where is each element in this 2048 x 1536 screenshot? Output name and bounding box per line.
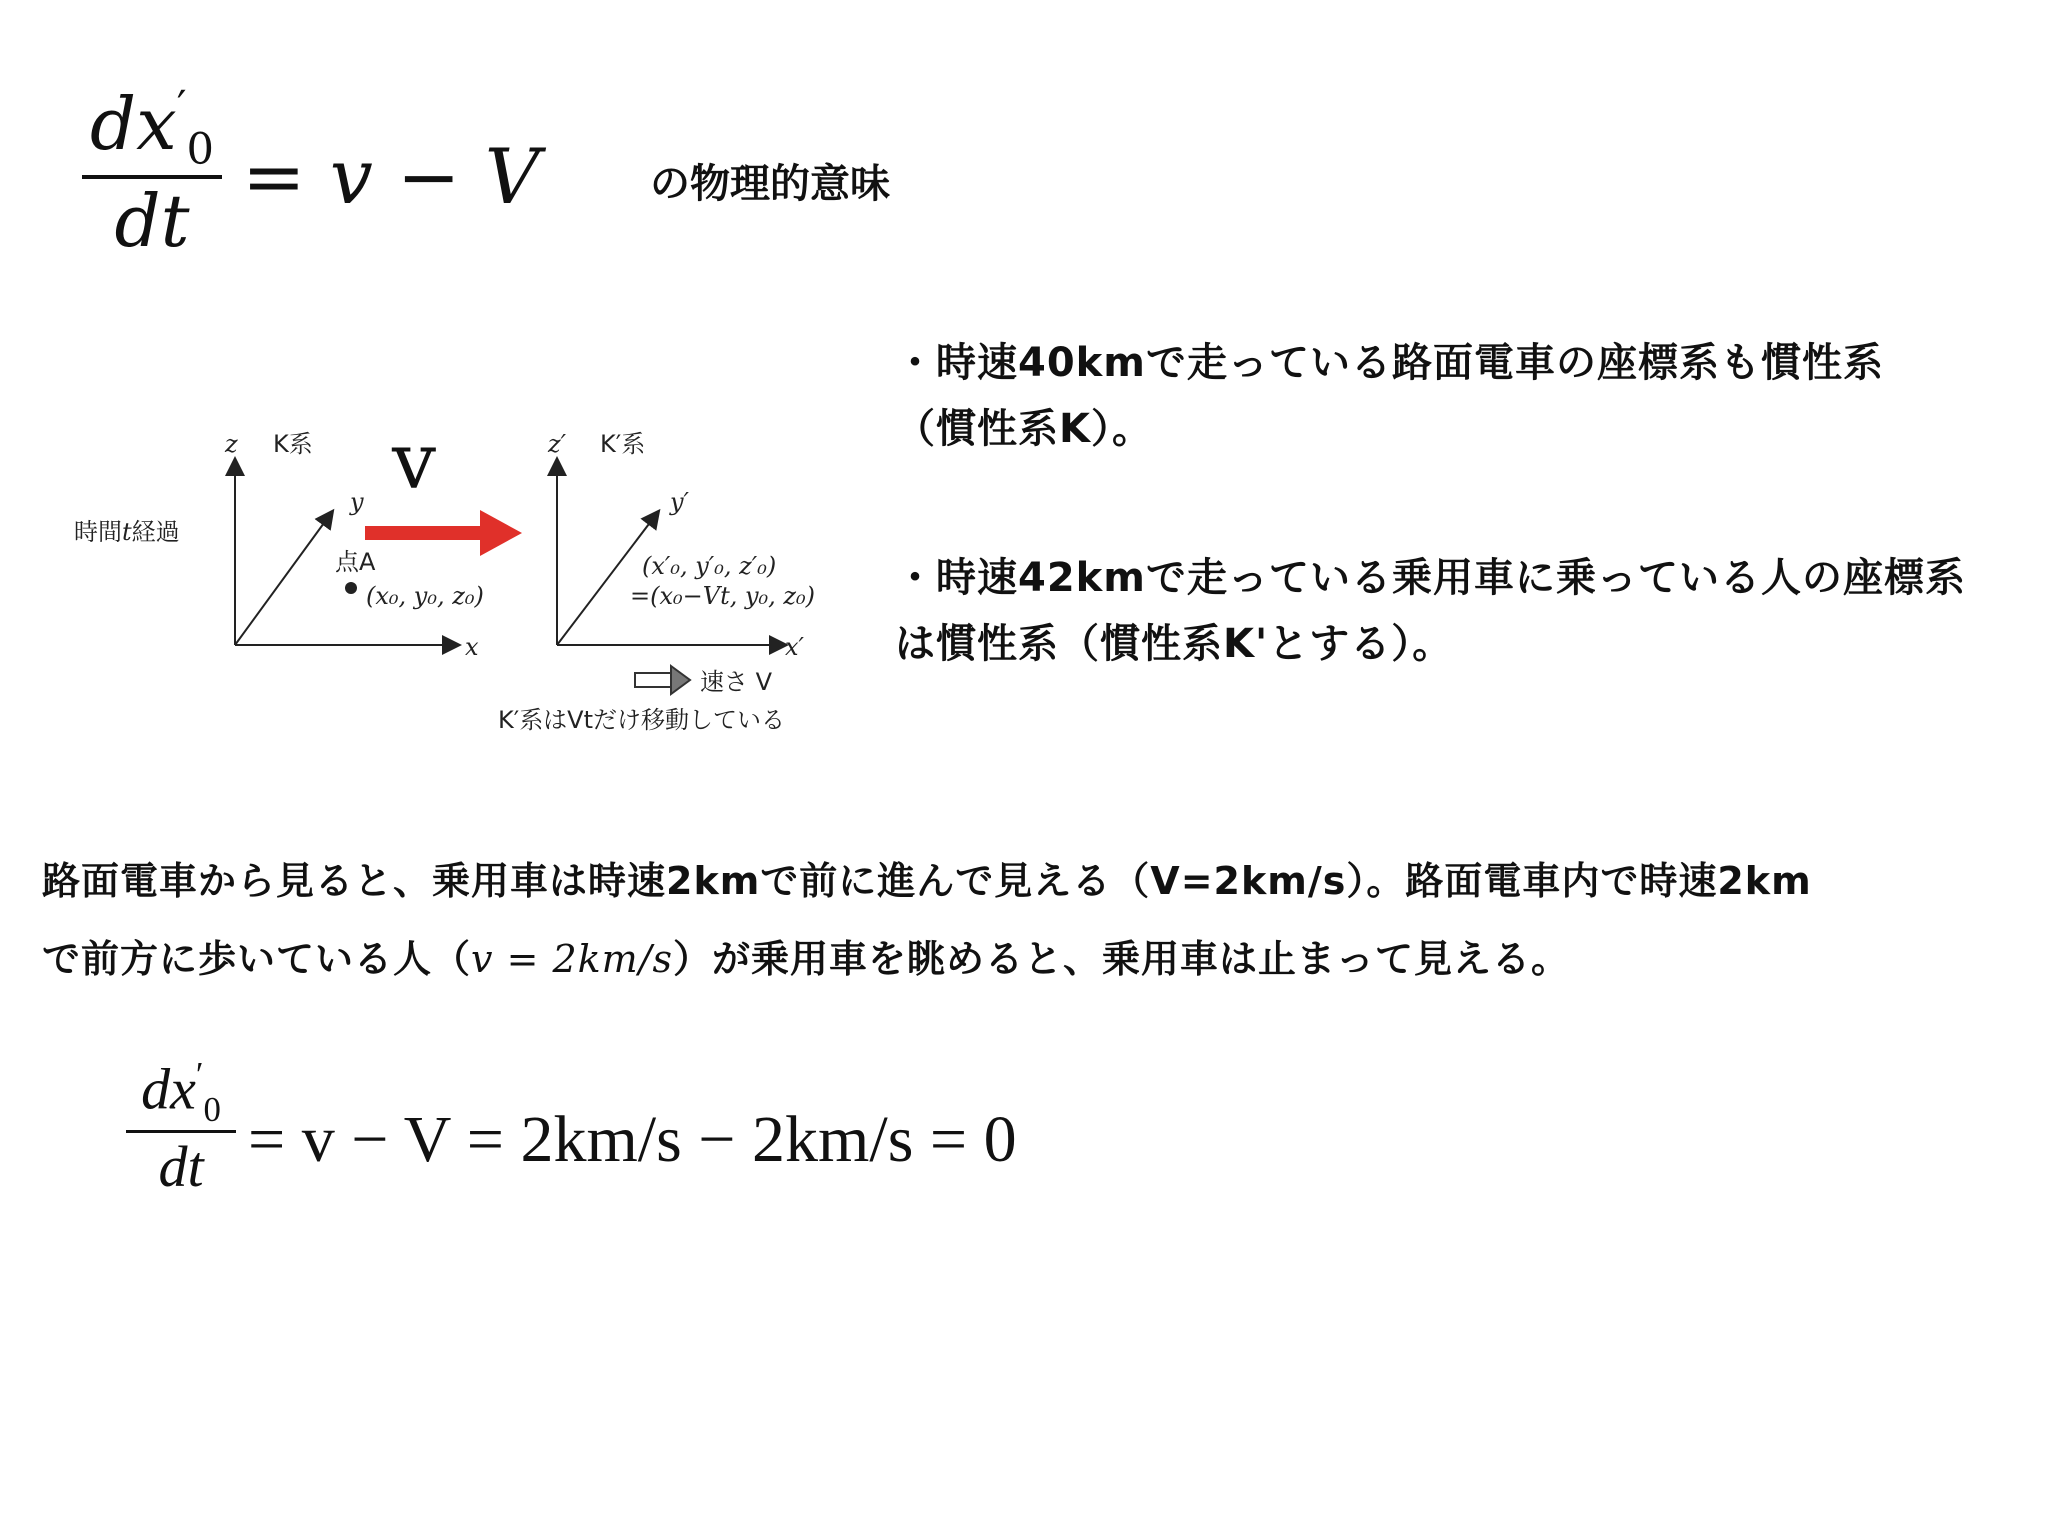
k-prime-frame-label: K′系 — [600, 430, 646, 458]
bullet-2-line-2: は慣性系（慣性系K'とする）。 — [895, 621, 1454, 667]
bullet-1 — [895, 330, 2015, 462]
k-prime-coords-1: (x′₀, y′₀, z′₀) — [642, 552, 777, 580]
bullet-1-line-2: （慣性系K）。 — [895, 406, 1153, 452]
result-fraction-denominator: dt — [158, 1133, 204, 1199]
explanation-paragraph — [42, 842, 2032, 998]
k-prime-axis-z: z′ — [548, 430, 567, 458]
point-a-label: 点A — [335, 548, 376, 576]
paragraph-line-2: で前方に歩いている人（v = 2km/s）が乗用車を眺めると、乗用車は止まって見える。 — [42, 937, 1571, 981]
paragraph-line-1: 路面電車から見ると、乗用車は時速2kmで前に進んで見える（V=2km/s）。路面電車内で時速2km — [42, 859, 1812, 903]
bullet-1-line-1: ・時速40kmで走っている路面電車の座標系も慣性系 — [895, 340, 1884, 386]
header-fraction-numerator: $dx'_0$ — [90, 82, 214, 176]
k-axis-y: y — [350, 488, 364, 516]
speed-arrow — [635, 666, 690, 694]
result-fraction-numerator: $dx'_0$ — [141, 1055, 221, 1129]
k-axis-x: x — [465, 633, 479, 661]
bullet-2 — [895, 545, 2025, 677]
k-frame-label: K系 — [273, 430, 313, 458]
header-fraction-denominator: dt — [114, 179, 190, 264]
header-fraction — [82, 82, 222, 263]
elapsed-time-label: 時間t経過 — [74, 518, 180, 546]
k-prime-coords-2: =(x₀−Vt, y₀, z₀) — [630, 582, 816, 610]
inline-velocity-math: v = 2km/s — [471, 937, 674, 981]
point-a-coords: (x₀, y₀, z₀) — [366, 582, 484, 610]
k-prime-axis-y: y′ — [670, 488, 690, 516]
speed-label: 速さ V — [700, 668, 773, 696]
k-axis-z: z — [225, 430, 238, 458]
point-a-dot — [345, 582, 357, 594]
frame-move-caption: K′系はVtだけ移動している — [498, 706, 786, 734]
k-prime-axis-x: x′ — [785, 633, 804, 661]
velocity-symbol: v — [392, 417, 437, 507]
bullet-2-line-1: ・時速42kmで走っている乗用車に乗っている人の座標系 — [895, 555, 1966, 601]
frames-diagram — [60, 410, 850, 750]
result-fraction — [126, 1055, 236, 1200]
header-caption: の物理的意味 — [650, 161, 890, 207]
result-rhs: = v − V = 2km/s − 2km/s = 0 — [248, 1103, 1017, 1176]
header-rhs: = v − V — [242, 132, 540, 221]
motion-arrow — [365, 510, 522, 556]
